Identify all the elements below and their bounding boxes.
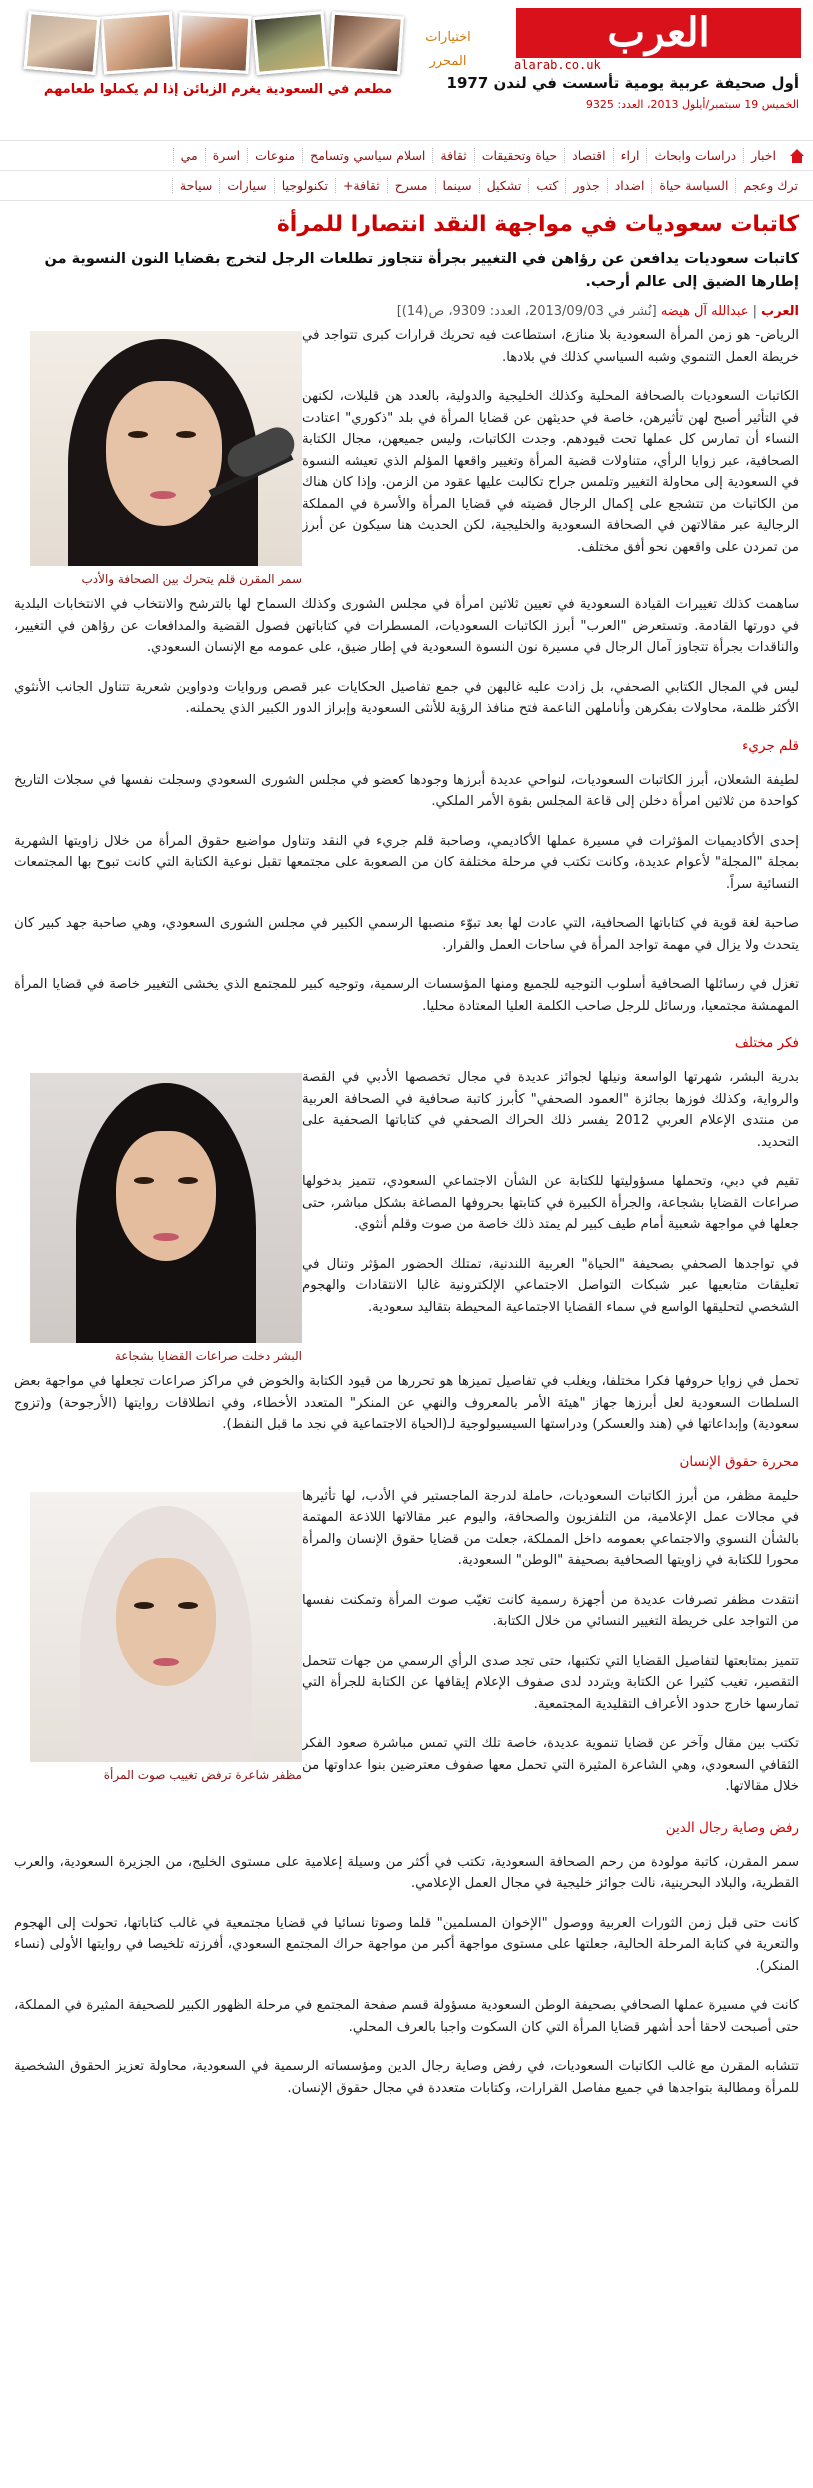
home-icon[interactable] <box>789 149 805 163</box>
nav-item[interactable]: مسرح <box>387 178 435 193</box>
section-heading-reject-clerics: رفض وصاية رجال الدين <box>665 1819 799 1836</box>
nav-item[interactable]: منوعات <box>247 148 302 163</box>
editor-thumb-1[interactable] <box>328 12 404 75</box>
editor-thumb-2[interactable] <box>252 11 329 75</box>
article-paragraph: كانت حتى قبل زمن الثورات العربية ووصول "الإخوان المسلمين" قلما وصوتا نسائيا في قضايا مجتمعية في غالب كتاباتها، تحولت إلى الهجوم والتعرية في كتابة المرحلة الحالية، جعلتها على مستوى مواجهة أكبر من مواجهة حراك المجتمع السعودي، أفرزته تلخيصا في روايتها الأولى (نساء المنكر). <box>14 1915 799 1974</box>
article-image-2 <box>30 1073 302 1363</box>
nav-item[interactable]: اخبار <box>743 148 783 163</box>
editor-choice-label: اختيارات المحرر <box>425 30 471 69</box>
section-heading-human-rights: محررة حقوق الإنسان <box>679 1453 799 1470</box>
image-2-caption: البشر دخلت صراعات القضايا بشجاعة <box>114 1349 302 1363</box>
image-3-caption: مظفر شاعرة ترفض تغييب صوت المرأة <box>103 1767 302 1782</box>
article-paragraph: تتشابه المقرن مع غالب الكاتبات السعوديات، في رفض وصاية رجال الدين ومؤسساته الرسمية في السعودية، محاولة تعزيز الحقوق الشخصية للمرأة ومطالبة بتواجدها في جميع مفاصل القرارات، وكتابات متعددة في مجال حقوق الإنسان. <box>14 2059 799 2096</box>
nav-item[interactable]: سيارات <box>219 178 273 193</box>
nav-item[interactable]: تكنولوجيا <box>274 178 335 193</box>
nav-item[interactable]: مي <box>173 148 205 163</box>
image-1-caption: سمر المقرن قلم يتحرك بين الصحافة والأدب <box>81 572 302 586</box>
main-navigation <box>0 140 813 201</box>
photo-halima-mudhaffar <box>30 1492 302 1762</box>
article-paragraph: لطيفة الشعلان، أبرز الكاتبات السعوديات، لنواحي عديدة أبرزها وجودها كعضو في مجلس الشورى السعودي وسجلت نفسها في سجلات التاريخ كواحدة من ثلاثين امرأة دخلن إلى قاعة المجلس بقوة الأمر الملكي. <box>14 772 799 809</box>
article-paragraph: انتقدت مظفر تصرفات عديدة من أجهزة رسمية كانت تغيّب صوت المرأة وتمكنت نفسها من التواجد على خريطة التغيير النسائي من خلال الكتابة. <box>302 1592 799 1629</box>
article-subtitle: كاتبات سعوديات يدافعن عن رؤاهن في التغيير بجرأة تتجاوز تطلعات الرجل لتخرج بقضايا النون النسوية من إطارها الضيق إلى عالم أرحب. <box>44 251 799 290</box>
nav-item[interactable]: اضداد <box>607 178 652 193</box>
site-logo[interactable]: العرب <box>516 8 801 58</box>
site-tagline: أول صحيفة عربية يومية تأسست في لندن 1977 <box>446 74 799 92</box>
nav-row-secondary <box>0 171 813 201</box>
nav-item[interactable]: سياحة <box>172 178 219 193</box>
article-paragraph: ساهمت كذلك تغييرات القيادة السعودية في تعيين ثلاثين امرأة في مجلس الشورى وكذلك السماح لها بالترشح والانتخاب في الانتخابات البلدية في دورتها القادمة. وتستعرض "العرب" أبرز الكاتبات السعوديات، المسطرات في كتاباتهن فصول القضية والمدافعات عن رؤاهن في التغيير، والناقدات بجرأة تتجاوز آمال الرجال في مسيرة نون النسوة السعودية في إطار ضيق، على عمومه مع الإنسان السعودي. <box>14 597 799 655</box>
editor-choice-widget <box>8 8 488 106</box>
nav-item[interactable]: ثقافة <box>432 148 473 163</box>
article-title: كاتبات سعوديات في مواجهة النقد انتصارا للمرأة <box>276 212 799 237</box>
article-paragraph: سمر المقرن، كاتبة مولودة من رحم الصحافة السعودية، تكتب في أكثر من وسيلة إعلامية على مستوى الخليج، من الجزيرة السعودية، والعرب القطرية، والبلاد البحرينية، نالت جوائز خليجية في مجال العمل الإعلامي. <box>14 1854 799 1891</box>
byline-source: العرب <box>761 304 799 319</box>
byline-meta: [نُشر في 2013/09/03، العدد: 9309، ص(14)] <box>396 304 657 319</box>
article-paragraph: تتميز بمتابعتها لتفاصيل القضايا التي تكتبها، حتى تجد صدى الرأي الرسمي من جهات تتحمل التقصير، تغيب كثيرا عن الكتابة ويتردد لدى صفوف الإعلام إيقافها عن الكتابة للجرأة التي تمارسها خارج حدود الأعراف التقليدية المجتمعية. <box>302 1653 799 1712</box>
article-paragraph: في تواجدها الصحفي بصحيفة "الحياة" العربية اللندنية، تمتلك الحضور المؤثر وتنال في تعليقات متابعيها عبر شبكات التواصل الاجتماعي الإلكترونية غالبا الانتقادات والهجوم الشخصي لتحليقها الواسع في سماء القضايا الاجتماعية المحيطة بتقاليد سعودية. <box>302 1256 799 1315</box>
article-paragraph: الرياض- هو زمن المرأة السعودية بلا منازع، استطاعت فيه تحريك قرارات كبرى تتواجد في خريطة العمل التنموي وشبه السياسي كذلك في بلادها. <box>302 328 799 365</box>
photo-samar-almuqrin <box>30 331 302 566</box>
editor-choice-headline[interactable]: مطعم في السعودية يغرم الزبائن إذا لم يكملوا طعامهم <box>43 82 393 97</box>
nav-item[interactable]: سينما <box>435 178 479 193</box>
section-heading-bold-pen: قلم جريء <box>742 737 799 754</box>
nav-item[interactable]: تشكيل <box>479 178 529 193</box>
nav-row-primary <box>0 141 813 171</box>
article-image-1 <box>30 331 302 586</box>
nav-item[interactable]: اقتصاد <box>564 148 612 163</box>
editor-thumb-5[interactable] <box>24 11 101 75</box>
article <box>0 210 813 2117</box>
section-heading-different-thought: فكر مختلف <box>734 1035 799 1051</box>
photo-badria-albeshr <box>30 1073 302 1343</box>
site-url: alarab.co.uk <box>514 58 601 72</box>
article-paragraph: ليس في المجال الكتابي الصحفي، بل زادت عليه غالبهن في جمع تفاصيل الحكايات عبر قصص وروايات ودواوين شعرية تتناول الجانب الأنثوي الأكثر ظلمة، محاولات بفكرهن وأناملهن الناعمة فتح منافذ الرؤية للأنثى السعودية وإبراز الدور الكبير الذي يحملنه. <box>14 679 799 716</box>
article-paragraph: الكاتبات السعوديات بالصحافة المحلية وكذلك الخليجية والدولية، بالعدد هن قليلات، لكنهن في التأثير أصبح لهن تأثيرهن، خاصة في حديثهن عن قضايا المرأة في بلد "ذكوري" اعتادت النساء أن تمارس كل عملها تحت قيودهم. وجدت الكاتبات، وليس جميعهن، مجال الكتابة الصحافية، عبر زوايا الرأي، متناولات قضية المرأة وتغيير واقعها المؤلم الذي تعيشه النسوة في السعودية إلى محاولة التغيير وتلمس جراح تكالبت عليها عقود من الزمن. وإذا كان هناك من الكاتبات من تتشجع على إكمال الرجال قضيته في قضايا المرأة والأسرة في المملكة الرجالية عبر مقالاتهن في الصحافة السعودية والخليجية، لكن الحديث هنا سيكون عن أبرز من تمردن على واقعهن نحو أفق مختلف. <box>302 389 799 555</box>
nav-item[interactable]: اسرة <box>205 148 247 163</box>
nav-item[interactable]: دراسات وابحاث <box>646 148 743 163</box>
article-byline: العرب | عبدالله آل هيضه [نُشر في 2013/09/03، العدد: 9309، ص(14)] <box>396 304 799 319</box>
editor-thumb-3[interactable] <box>177 12 252 74</box>
byline-author[interactable]: عبدالله آل هيضه <box>660 304 749 319</box>
nav-item[interactable]: حياة وتحقيقات <box>474 148 564 163</box>
nav-item[interactable]: كتب <box>528 178 565 193</box>
nav-item[interactable]: اراء <box>613 148 647 163</box>
nav-item[interactable]: ترك وعجم <box>735 178 805 193</box>
site-header <box>0 0 813 140</box>
article-paragraph: تقيم في دبي، وتحملها مسؤوليتها للكتابة عن الشأن الاجتماعي السعودي، تتميز بدخولها صراعات القضايا بشجاعة، والجرأة الكبيرة في كتابتها بحروفها المصاغة بشكل مباشر، حتى جعلها في مواجهة شعبية أمام طيف كبير لم يمتد ذلك خاصة من صوت وقلم أنثوي. <box>302 1174 799 1232</box>
article-paragraph: حليمة مظفر، من أبرز الكاتبات السعوديات، حاملة لدرجة الماجستير في الأدب، لها تأثيرها في مجالات عمل الإعلامية، من التلفزيون والصحافة، واليوم عبر مقالاتها اللاذعة المهتمة بالشأن النسوي والاجتماعي بعمومه داخل المملكة، جعلت من قضايا حقوق الإنسان والمرأة محورا للكتابة في زاويتها الصحافية بصحيفة "الوطن" السعودية. <box>302 1488 799 1568</box>
nav-item[interactable]: جذور <box>565 178 606 193</box>
editor-thumb-4[interactable] <box>100 12 176 75</box>
nav-item[interactable]: ثقافة+ <box>335 178 387 193</box>
article-image-3 <box>30 1492 302 1782</box>
article-paragraph: إحدى الأكاديميات المؤثرات في مسيرة عملها الأكاديمي، وصاحبة قلم جريء في النقد وتناول مواضيع حقوق المرأة من خلال زاويتها الشهرية بمجلة "المجلة" لأعوام عديدة، وكانت تكتب في مرحلة مختلفة كان من الصعوبة على مجتمعها تقبل نوعية الكتابة التي كانت تبوح بها المجتمعات النسائية سراً. <box>14 833 799 892</box>
article-paragraph: كانت في مسيرة عملها الصحافي بصحيفة الوطن السعودية مسؤولة قسم صفحة المجتمع في مرحلة الظهور الكبير للصحيفة المثيرة في المملكة، حتى أصبحت لاحقا أحد أشهر قضايا المرأة التي كان السكوت واجبا بالعرف المحلي. <box>14 1998 799 2035</box>
article-paragraph: صاحبة لغة قوية في كتاباتها الصحافية، التي عادت لها بعد تبوّء منصبها الرسمي الكبير في مجلس الشورى السعودي، وهي صاحبة جهد كبير كان يتحدث ولا يزال في مهمة تواجد المرأة في ساحات العمل والقرار. <box>14 916 799 953</box>
editor-choice-thumbnails <box>8 8 408 78</box>
nav-item[interactable]: السياسة حياة <box>651 178 735 193</box>
nav-item[interactable]: اسلام سياسي وتسامح <box>302 148 432 163</box>
article-paragraph: بدرية البشر، شهرتها الواسعة ونيلها لجوائز عديدة في مجال تخصصها الأدبي في القصة والرواية، وكذلك فوزها بجائزة "العمود الصحفي" كأبرز كاتبة صحافية في الصحافة العربية من منتدى الإعلام العربي 2012 يفسر ذلك الحراك الصحفي في كتاباتها الصحفية على التحديد. <box>302 1070 799 1150</box>
issue-date: الخميس 19 سبتمبر/أيلول 2013، العدد: 9325 <box>585 98 799 111</box>
article-paragraph: تحمل في زوايا حروفها فكرا مختلفا، ويغلب في تفاصيل تميزها هو تحررها من قيود الكتابة والخوض في مراكز صراعات تجعلها في مواجهة بعض السلطات السعودية لعل أبرزها جهاز "هيئة الأمر بالمعروف والنهي عن المنكر" المتعدد الأخطاء، وفي انطلاقات روايتها (الأرجوحة) و(تزوج سعودية) وإبداعاتها في (هند والعسكر) ودراستها السيسيولوجية لـ(الحياة الاجتماعية في نجد ما قبل النفط). <box>14 1374 799 1432</box>
article-paragraph: تغزل في رسائلها الصحافية أسلوب التوجيه للجميع ومنها المؤسسات الرسمية، وتوجيه كبير للمجتمع الذي يخشى التغيير خاصة في قضايا المرأة المهمشة مجتمعيا، ورسائل للرجل صاحب الكلمة العليا المعتادة محليا. <box>14 977 799 1014</box>
article-paragraph: تكتب بين مقال وآخر عن قضايا تنموية عديدة، خاصة تلك التي تمس مباشرة صعود الفكر الثقافي السعودي، وهي الشاعرة المثيرة التي تحمل معها صفوف معترضين بنوا عداوتها من خلال مقالاتها. <box>302 1736 799 1794</box>
